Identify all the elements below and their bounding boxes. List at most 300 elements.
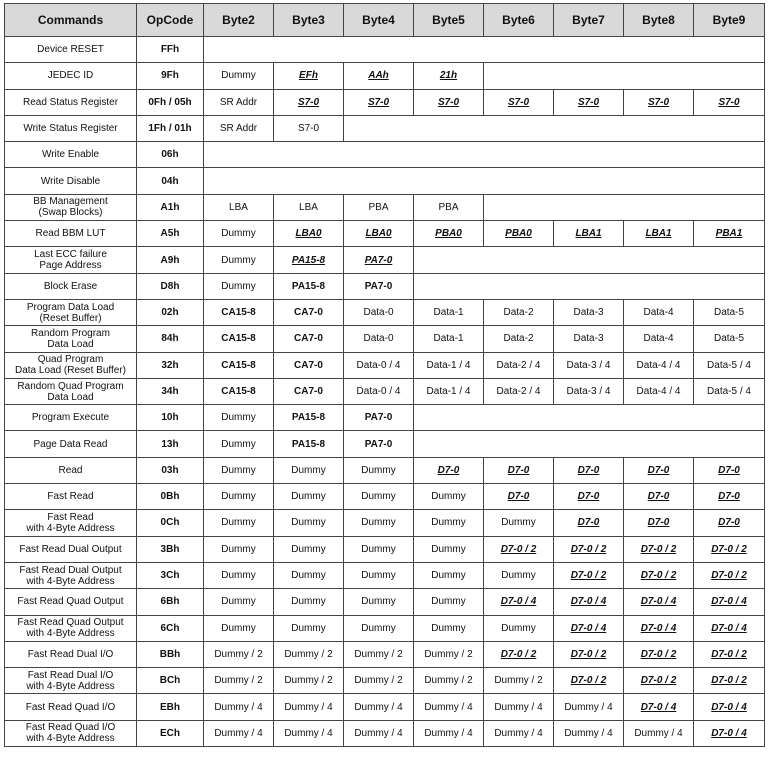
table-row xyxy=(5,221,765,247)
byte-cell: D7-0 / 2 xyxy=(624,536,694,562)
opcode-cell: 3Ch xyxy=(137,562,204,588)
command-name-line: Read xyxy=(58,464,83,476)
byte-cell: Data-0 / 4 xyxy=(344,378,414,404)
byte-cell: Dummy xyxy=(344,562,414,588)
byte-cell: Dummy / 4 xyxy=(414,694,484,720)
byte-cell: D7-0 / 2 xyxy=(694,668,765,694)
byte-cell: D7-0 / 2 xyxy=(624,562,694,588)
byte-cell: Dummy xyxy=(274,536,344,562)
empty-cell xyxy=(484,63,765,89)
byte-cell: Data-0 / 4 xyxy=(344,352,414,378)
byte-cell: Dummy xyxy=(274,457,344,483)
byte-cell: CA15-8 xyxy=(204,299,274,325)
command-name-cell xyxy=(5,194,137,220)
byte-cell: Data-1 xyxy=(414,299,484,325)
command-name-line: with 4-Byte Address xyxy=(26,628,115,640)
command-name-cell xyxy=(5,63,137,89)
opcode-cell: 9Fh xyxy=(137,63,204,89)
byte-cell: Dummy / 4 xyxy=(344,694,414,720)
byte-cell: D7-0 / 4 xyxy=(624,589,694,615)
opcode-cell: A1h xyxy=(137,194,204,220)
byte-cell: Dummy xyxy=(414,562,484,588)
byte-cell: D7-0 / 2 xyxy=(694,641,765,667)
byte-cell: CA7-0 xyxy=(274,352,344,378)
opcode-cell: A5h xyxy=(137,221,204,247)
byte-cell: Dummy xyxy=(344,615,414,641)
command-name-line: Random Quad Program xyxy=(17,380,124,392)
byte-cell: Dummy xyxy=(204,457,274,483)
table-row xyxy=(5,142,765,168)
byte-cell: Dummy xyxy=(414,615,484,641)
byte-cell: Dummy / 2 xyxy=(274,641,344,667)
table-row xyxy=(5,352,765,378)
table-row xyxy=(5,694,765,720)
byte-cell: Dummy xyxy=(484,615,554,641)
opcode-cell: A9h xyxy=(137,247,204,273)
byte-cell: Data-1 / 4 xyxy=(414,378,484,404)
table-row xyxy=(5,247,765,273)
command-name-line: Write Disable xyxy=(40,175,101,187)
byte-cell: Data-1 / 4 xyxy=(414,352,484,378)
command-name-line: (Reset Buffer) xyxy=(39,312,102,324)
opcode-cell: 84h xyxy=(137,326,204,352)
column-header: Byte5 xyxy=(414,4,484,37)
opcode-cell: EBh xyxy=(137,694,204,720)
byte-cell: D7-0 xyxy=(694,484,765,510)
opcode-cell: 32h xyxy=(137,352,204,378)
byte-cell: Dummy xyxy=(414,510,484,536)
command-name-cell xyxy=(5,247,137,273)
byte-cell: Dummy xyxy=(484,510,554,536)
command-name-cell xyxy=(5,562,137,588)
column-header: OpCode xyxy=(137,4,204,37)
empty-cell xyxy=(484,194,765,220)
header-row xyxy=(5,4,765,37)
column-header: Byte4 xyxy=(344,4,414,37)
byte-cell: Dummy / 4 xyxy=(554,694,624,720)
command-name-cell xyxy=(5,720,137,746)
byte-cell: Dummy xyxy=(274,589,344,615)
table-row xyxy=(5,510,765,536)
command-name-cell xyxy=(5,536,137,562)
byte-cell: Dummy xyxy=(274,510,344,536)
byte-cell: PA7-0 xyxy=(344,431,414,457)
byte-cell: Data-3 xyxy=(554,326,624,352)
table-row xyxy=(5,326,765,352)
byte-cell: Data-5 xyxy=(694,326,765,352)
command-name-cell xyxy=(5,668,137,694)
byte-cell: D7-0 / 2 xyxy=(624,641,694,667)
empty-cell xyxy=(414,273,765,299)
byte-cell: PA7-0 xyxy=(344,247,414,273)
byte-cell: Dummy / 2 xyxy=(204,641,274,667)
byte-cell: D7-0 xyxy=(484,457,554,483)
byte-cell: Dummy xyxy=(344,589,414,615)
command-table xyxy=(4,3,765,747)
command-name-line: Fast Read Quad I/O xyxy=(25,722,116,734)
byte-cell: D7-0 xyxy=(694,457,765,483)
byte-cell: Dummy xyxy=(204,221,274,247)
byte-cell: D7-0 xyxy=(554,457,624,483)
byte-cell: D7-0 / 2 xyxy=(694,562,765,588)
table-row xyxy=(5,89,765,115)
byte-cell: Data-5 / 4 xyxy=(694,378,765,404)
byte-cell: Dummy xyxy=(344,510,414,536)
empty-cell xyxy=(414,431,765,457)
byte-cell: S7-0 xyxy=(274,89,344,115)
byte-cell: CA15-8 xyxy=(204,326,274,352)
table-row xyxy=(5,668,765,694)
table-row xyxy=(5,37,765,63)
byte-cell: Data-4 xyxy=(624,326,694,352)
command-name-cell xyxy=(5,378,137,404)
table-row xyxy=(5,589,765,615)
command-name-line: Fast Read Quad I/O xyxy=(25,701,116,713)
empty-cell xyxy=(204,168,765,194)
opcode-cell: BCh xyxy=(137,668,204,694)
table-row xyxy=(5,194,765,220)
byte-cell: Dummy xyxy=(414,536,484,562)
byte-cell: PBA xyxy=(414,194,484,220)
opcode-cell: 6Ch xyxy=(137,615,204,641)
byte-cell: Dummy xyxy=(204,273,274,299)
byte-cell: D7-0 / 4 xyxy=(694,589,765,615)
table-row xyxy=(5,720,765,746)
command-name-cell xyxy=(5,326,137,352)
byte-cell: S7-0 xyxy=(344,89,414,115)
command-name-line: with 4-Byte Address xyxy=(26,575,115,587)
byte-cell: PBA0 xyxy=(414,221,484,247)
byte-cell: Dummy xyxy=(204,615,274,641)
command-name-line: with 4-Byte Address xyxy=(26,733,115,745)
opcode-cell: 02h xyxy=(137,299,204,325)
command-name-line: BB Management xyxy=(33,196,108,208)
byte-cell: PA7-0 xyxy=(344,405,414,431)
byte-cell: PA15-8 xyxy=(274,273,344,299)
command-name-line: Page Address xyxy=(39,260,102,272)
column-header: Byte6 xyxy=(484,4,554,37)
column-header: Byte9 xyxy=(694,4,765,37)
byte-cell: Dummy xyxy=(344,536,414,562)
byte-cell: Data-2 / 4 xyxy=(484,378,554,404)
command-name-line: Device RESET xyxy=(37,44,104,56)
command-table-container xyxy=(4,3,764,747)
column-header: Byte3 xyxy=(274,4,344,37)
byte-cell: D7-0 / 4 xyxy=(624,615,694,641)
byte-cell: Dummy xyxy=(204,405,274,431)
command-name-cell xyxy=(5,168,137,194)
command-name-line: with 4-Byte Address xyxy=(26,522,115,534)
byte-cell: Dummy xyxy=(344,457,414,483)
opcode-cell: BBh xyxy=(137,641,204,667)
byte-cell: Dummy / 4 xyxy=(344,720,414,746)
command-name-line: JEDEC ID xyxy=(47,70,94,82)
command-name-line: Quad Program xyxy=(37,354,104,366)
byte-cell: D7-0 / 4 xyxy=(694,615,765,641)
opcode-cell: 06h xyxy=(137,142,204,168)
table-row xyxy=(5,299,765,325)
column-header: Byte2 xyxy=(204,4,274,37)
command-name-cell xyxy=(5,694,137,720)
command-name-line: Fast Read Dual I/O xyxy=(27,669,114,681)
byte-cell: Dummy xyxy=(274,615,344,641)
table-row xyxy=(5,63,765,89)
byte-cell: Dummy xyxy=(274,484,344,510)
byte-cell: Dummy xyxy=(204,562,274,588)
byte-cell: CA15-8 xyxy=(204,378,274,404)
byte-cell: Dummy xyxy=(414,484,484,510)
byte-cell: Dummy / 4 xyxy=(204,720,274,746)
opcode-cell: ECh xyxy=(137,720,204,746)
byte-cell: D7-0 xyxy=(554,510,624,536)
byte-cell: D7-0 / 2 xyxy=(554,641,624,667)
byte-cell: LBA1 xyxy=(554,221,624,247)
opcode-cell: 04h xyxy=(137,168,204,194)
command-name-line: Program Execute xyxy=(31,412,110,424)
byte-cell: Dummy / 2 xyxy=(414,641,484,667)
command-name-line: Read BBM LUT xyxy=(35,228,106,240)
byte-cell: Dummy / 2 xyxy=(414,668,484,694)
byte-cell: Data-5 xyxy=(694,299,765,325)
table-row xyxy=(5,115,765,141)
byte-cell: SR Addr xyxy=(204,89,274,115)
command-name-line: Fast Read Quad Output xyxy=(17,596,124,608)
byte-cell: Dummy xyxy=(204,431,274,457)
byte-cell: PA7-0 xyxy=(344,273,414,299)
byte-cell: Data-4 / 4 xyxy=(624,352,694,378)
byte-cell: PA15-8 xyxy=(274,247,344,273)
command-name-line: Random Program xyxy=(31,327,110,339)
table-row xyxy=(5,168,765,194)
byte-cell: CA7-0 xyxy=(274,326,344,352)
byte-cell: D7-0 / 2 xyxy=(554,668,624,694)
table-row xyxy=(5,562,765,588)
byte-cell: Dummy / 4 xyxy=(414,720,484,746)
opcode-cell: 0Fh / 05h xyxy=(137,89,204,115)
command-name-line: Page Data Read xyxy=(33,438,108,450)
byte-cell: Dummy / 2 xyxy=(274,668,344,694)
byte-cell: D7-0 / 2 xyxy=(554,536,624,562)
byte-cell: Dummy xyxy=(204,63,274,89)
byte-cell: PA15-8 xyxy=(274,431,344,457)
opcode-cell: 34h xyxy=(137,378,204,404)
table-row xyxy=(5,405,765,431)
byte-cell: Dummy / 2 xyxy=(204,668,274,694)
byte-cell: Dummy xyxy=(484,562,554,588)
command-name-line: Data Load xyxy=(47,338,94,350)
opcode-cell: 3Bh xyxy=(137,536,204,562)
byte-cell: Dummy xyxy=(204,536,274,562)
command-name-line: Program Data Load xyxy=(26,301,115,313)
table-row xyxy=(5,273,765,299)
table-body xyxy=(5,37,765,747)
byte-cell: S7-0 xyxy=(694,89,765,115)
byte-cell: Data-5 / 4 xyxy=(694,352,765,378)
command-name-cell xyxy=(5,589,137,615)
command-name-line: (Swap Blocks) xyxy=(38,207,103,219)
opcode-cell: D8h xyxy=(137,273,204,299)
command-name-line: Fast Read xyxy=(47,491,94,503)
opcode-cell: 03h xyxy=(137,457,204,483)
byte-cell: S7-0 xyxy=(274,115,344,141)
command-name-cell xyxy=(5,37,137,63)
table-row xyxy=(5,641,765,667)
command-name-cell xyxy=(5,142,137,168)
byte-cell: CA7-0 xyxy=(274,378,344,404)
column-header: Byte7 xyxy=(554,4,624,37)
command-name-cell xyxy=(5,299,137,325)
byte-cell: Dummy / 4 xyxy=(274,720,344,746)
command-name-cell xyxy=(5,615,137,641)
byte-cell: Dummy / 2 xyxy=(344,641,414,667)
byte-cell: AAh xyxy=(344,63,414,89)
byte-cell: Dummy / 4 xyxy=(624,720,694,746)
byte-cell: LBA0 xyxy=(344,221,414,247)
byte-cell: Data-2 xyxy=(484,299,554,325)
command-name-line: Fast Read xyxy=(47,511,94,523)
command-name-cell xyxy=(5,352,137,378)
opcode-cell: 13h xyxy=(137,431,204,457)
byte-cell: 21h xyxy=(414,63,484,89)
byte-cell: D7-0 / 4 xyxy=(554,615,624,641)
command-name-line: Fast Read Quad Output xyxy=(17,617,124,629)
byte-cell: LBA1 xyxy=(624,221,694,247)
command-name-line: Last ECC failure xyxy=(34,249,107,261)
byte-cell: D7-0 xyxy=(554,484,624,510)
byte-cell: Dummy xyxy=(344,484,414,510)
byte-cell: Dummy / 4 xyxy=(274,694,344,720)
byte-cell: D7-0 / 2 xyxy=(554,562,624,588)
byte-cell: Data-2 / 4 xyxy=(484,352,554,378)
command-name-line: Block Erase xyxy=(43,280,98,292)
byte-cell: Data-1 xyxy=(414,326,484,352)
command-name-line: with 4-Byte Address xyxy=(26,680,115,692)
byte-cell: S7-0 xyxy=(414,89,484,115)
opcode-cell: 0Ch xyxy=(137,510,204,536)
byte-cell: Dummy xyxy=(274,562,344,588)
command-name-line: Data Load xyxy=(47,391,94,403)
command-name-line: Data Load (Reset Buffer) xyxy=(15,365,126,377)
table-row xyxy=(5,536,765,562)
byte-cell: D7-0 xyxy=(624,457,694,483)
byte-cell: D7-0 / 2 xyxy=(484,641,554,667)
byte-cell: D7-0 / 4 xyxy=(554,589,624,615)
byte-cell: D7-0 / 2 xyxy=(484,536,554,562)
empty-cell xyxy=(414,247,765,273)
opcode-cell: 10h xyxy=(137,405,204,431)
column-header: Byte8 xyxy=(624,4,694,37)
command-name-cell xyxy=(5,484,137,510)
byte-cell: PA15-8 xyxy=(274,405,344,431)
byte-cell: PBA1 xyxy=(694,221,765,247)
byte-cell: Dummy / 2 xyxy=(344,668,414,694)
byte-cell: D7-0 xyxy=(414,457,484,483)
command-name-line: Fast Read Dual I/O xyxy=(27,648,114,660)
byte-cell: S7-0 xyxy=(624,89,694,115)
byte-cell: SR Addr xyxy=(204,115,274,141)
byte-cell: D7-0 / 4 xyxy=(694,694,765,720)
command-name-cell xyxy=(5,431,137,457)
byte-cell: D7-0 / 2 xyxy=(694,536,765,562)
table-row xyxy=(5,431,765,457)
byte-cell: D7-0 xyxy=(624,510,694,536)
byte-cell: PBA0 xyxy=(484,221,554,247)
byte-cell: D7-0 / 4 xyxy=(624,694,694,720)
empty-cell xyxy=(414,405,765,431)
byte-cell: Dummy / 4 xyxy=(204,694,274,720)
byte-cell: Data-2 xyxy=(484,326,554,352)
opcode-cell: 6Bh xyxy=(137,589,204,615)
byte-cell: S7-0 xyxy=(554,89,624,115)
command-name-cell xyxy=(5,405,137,431)
byte-cell: PBA xyxy=(344,194,414,220)
table-row xyxy=(5,457,765,483)
byte-cell: Data-0 xyxy=(344,326,414,352)
byte-cell: D7-0 xyxy=(694,510,765,536)
byte-cell: S7-0 xyxy=(484,89,554,115)
column-header: Commands xyxy=(5,4,137,37)
byte-cell: D7-0 / 4 xyxy=(694,720,765,746)
command-name-cell xyxy=(5,457,137,483)
empty-cell xyxy=(344,115,765,141)
byte-cell: EFh xyxy=(274,63,344,89)
byte-cell: D7-0 / 2 xyxy=(624,668,694,694)
byte-cell: D7-0 xyxy=(624,484,694,510)
byte-cell: Data-4 / 4 xyxy=(624,378,694,404)
command-name-line: Fast Read Dual Output xyxy=(19,543,122,555)
byte-cell: Dummy xyxy=(204,589,274,615)
byte-cell: Data-4 xyxy=(624,299,694,325)
opcode-cell: FFh xyxy=(137,37,204,63)
opcode-cell: 1Fh / 01h xyxy=(137,115,204,141)
byte-cell: Dummy xyxy=(204,484,274,510)
command-name-cell xyxy=(5,273,137,299)
byte-cell: Data-0 xyxy=(344,299,414,325)
byte-cell: LBA0 xyxy=(274,221,344,247)
byte-cell: Data-3 / 4 xyxy=(554,352,624,378)
byte-cell: Dummy / 4 xyxy=(484,694,554,720)
command-name-line: Write Status Register xyxy=(23,123,118,135)
command-name-line: Write Enable xyxy=(41,149,100,161)
command-name-cell xyxy=(5,641,137,667)
table-row xyxy=(5,378,765,404)
table-row xyxy=(5,615,765,641)
opcode-cell: 0Bh xyxy=(137,484,204,510)
byte-cell: Dummy xyxy=(204,510,274,536)
byte-cell: Dummy / 2 xyxy=(484,668,554,694)
command-name-line: Read Status Register xyxy=(22,96,119,108)
command-name-cell xyxy=(5,115,137,141)
byte-cell: Dummy / 4 xyxy=(554,720,624,746)
command-name-cell xyxy=(5,89,137,115)
byte-cell: Dummy xyxy=(204,247,274,273)
byte-cell: Data-3 / 4 xyxy=(554,378,624,404)
byte-cell: CA7-0 xyxy=(274,299,344,325)
byte-cell: Dummy / 4 xyxy=(484,720,554,746)
byte-cell: D7-0 / 4 xyxy=(484,589,554,615)
command-name-cell xyxy=(5,510,137,536)
empty-cell xyxy=(204,37,765,63)
command-name-cell xyxy=(5,221,137,247)
byte-cell: Dummy xyxy=(414,589,484,615)
byte-cell: CA15-8 xyxy=(204,352,274,378)
command-name-line: Fast Read Dual Output xyxy=(19,564,122,576)
byte-cell: Data-3 xyxy=(554,299,624,325)
table-row xyxy=(5,484,765,510)
byte-cell: D7-0 xyxy=(484,484,554,510)
empty-cell xyxy=(204,142,765,168)
byte-cell: LBA xyxy=(274,194,344,220)
